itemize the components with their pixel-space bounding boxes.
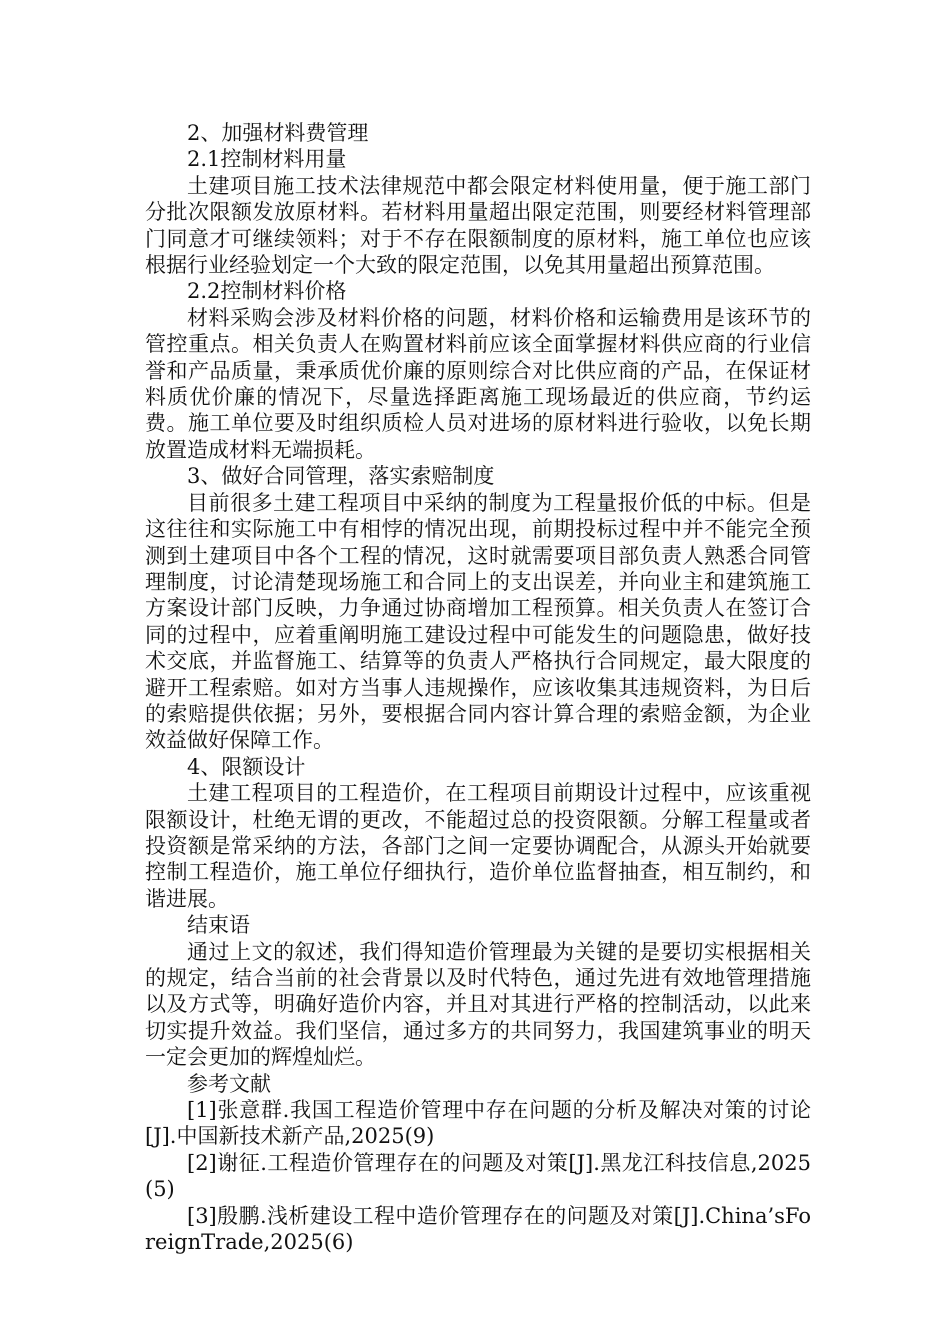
body-paragraph: 目前很多土建工程项目中采纳的制度为工程量报价低的中标。但是这往往和实际施工中有相悖的情况出现，前期投标过程中并不能完全预测到土建项目中各个工程的情况，这时就需要项目部负责人熟悉合同管理制度，讨论清楚现场施工和合同上的支出误差，并向业主和建筑施工方案设计部门反映，力争通过协商增加工程预算。相关负责人在签订合同的过程中，应着重阐明施工建设过程中可能发生的问题隐患，做好技术交底，并监督施工、结算等的负责人严格执行合同规定，最大限度的避开工程索赔。如对方当事人违规操作，应该收集其违规资料，为日后的索赔提供依据；另外，要根据合同内容计算合理的索赔金额，为企业效益做好保障工作。 — [145, 490, 811, 753]
document-page — [145, 120, 811, 1255]
section-heading: 3、做好合同管理，落实索赔制度 — [187, 464, 495, 489]
section-heading: 4、限额设计 — [187, 754, 306, 779]
reference-item: [2]谢征.工程造价管理存在的问题及对策[J].黑龙江科技信息,2025(5) — [145, 1150, 811, 1202]
conclusion-heading: 结束语 — [187, 913, 250, 938]
reference-item: [1]张意群.我国工程造价管理中存在问题的分析及解决对策的讨论[J].中国新技术新产品,2025(9) — [145, 1098, 811, 1149]
body-paragraph: 土建工程项目的工程造价，在工程项目前期设计过程中，应该重视限额设计，杜绝无谓的更改，不能超过总的投资限额。分解工程量或者投资额是常采纳的方法，各部门之间一定要协调配合，从源头开始就要控制工程造价，施工单位仔细执行，造价单位监督抽查，相互制约，和谐进展。 — [145, 781, 811, 911]
subsection-heading: 2.2控制材料价格 — [187, 279, 347, 304]
subsection-heading: 2.1控制材料用量 — [187, 147, 347, 172]
body-paragraph: 土建项目施工技术法律规范中都会限定材料使用量，便于施工部门分批次限额发放原材料。若材料用量超出限定范围，则要经材料管理部门同意才可继续领料；对于不存在限额制度的原材料，施工单位也应该根据行业经验划定一个大致的限定范围，以免其用量超出预算范围。 — [145, 173, 811, 278]
references-heading: 参考文献 — [187, 1071, 271, 1096]
body-paragraph: 材料采购会涉及材料价格的问题，材料价格和运输费用是该环节的管控重点。相关负责人在购置材料前应该全面掌握材料供应商的行业信誉和产品质量，秉承质优价廉的原则综合对比供应商的产品，在保证材料质优价廉的情况下，尽量选择距离施工现场最近的供应商，节约运费。施工单位要及时组织质检人员对进场的原材料进行验收，以免长期放置造成材料无端损耗。 — [145, 305, 811, 462]
body-paragraph: 通过上文的叙述，我们得知造价管理最为关键的是要切实根据相关的规定，结合当前的社会背景以及时代特色，通过先进有效地管理措施以及方式等，明确好造价内容，并且对其进行严格的控制活动，以此来切实提升效益。我们坚信，通过多方的共同努力，我国建筑事业的明天一定会更加的辉煌灿烂。 — [145, 939, 811, 1070]
reference-item: [3]殷鹏.浅析建设工程中造价管理存在的问题及对策[J].China’sForeignTrade,2025(6) — [145, 1203, 811, 1255]
section-heading: 2、加强材料费管理 — [187, 121, 369, 145]
